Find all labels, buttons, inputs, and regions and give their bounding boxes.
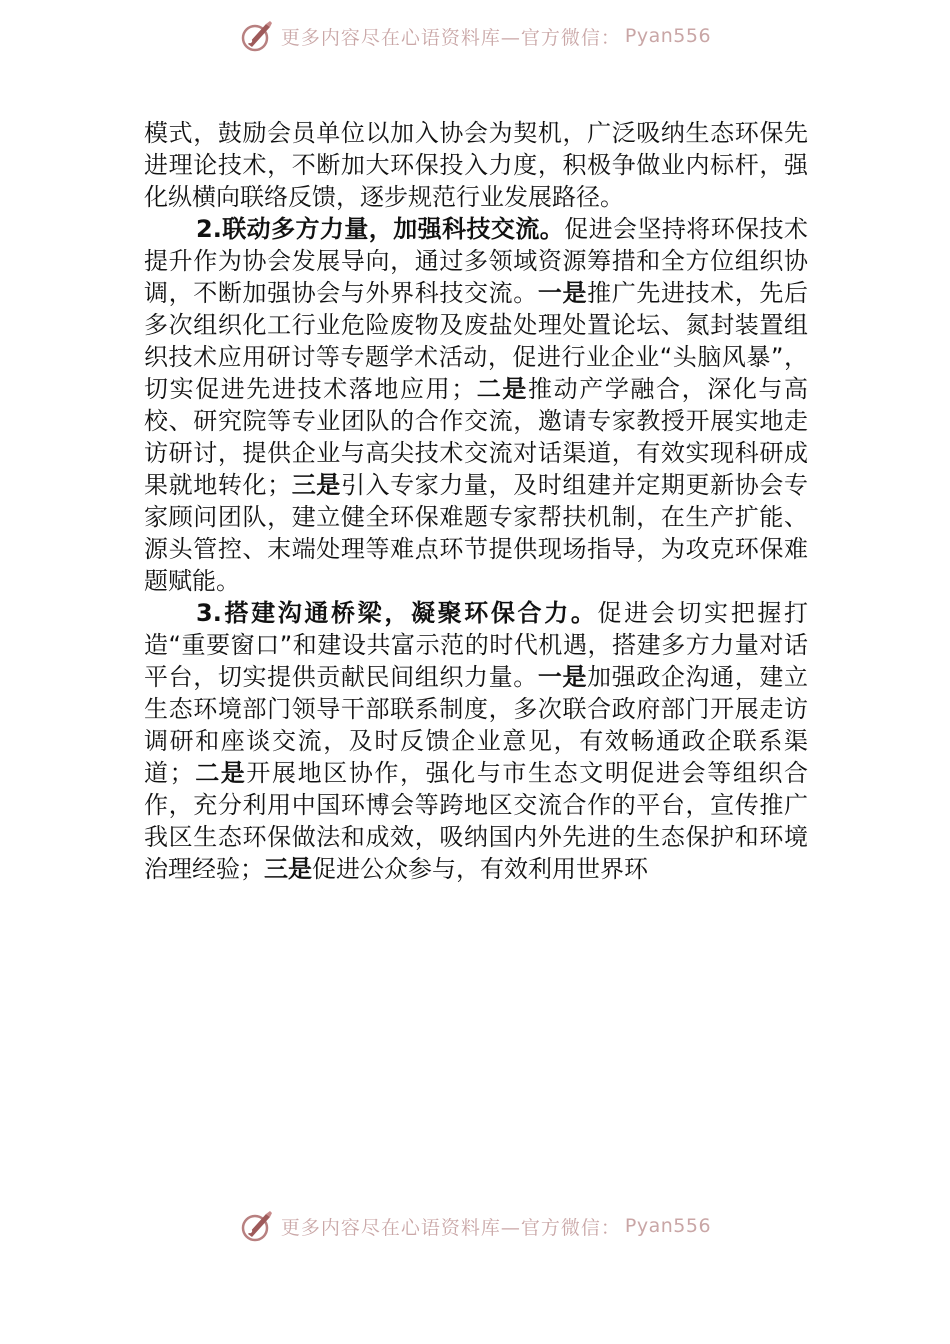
text-run: 加强政企沟通，建立生态环境部门领导干部联系制度，多次联合政府部门开展走访调研和座谈交流，及时反馈企业意见，有效畅通政企联系渠道；	[144, 663, 809, 787]
text-run: 引入专家力量，及时组建并定期更新协会专家顾问团队，建立健全环保难题专家帮扶机制，在生产扩能、源头管控、末端处理等难点环节提供现场指导，为攻克环保难题赋能。	[144, 471, 809, 595]
bold-run: 二是	[193, 759, 247, 787]
pen-logo-icon	[239, 18, 275, 54]
watermark-handle: Pyan556	[624, 1215, 712, 1237]
bold-run: 三是	[264, 855, 312, 883]
paragraph-intro-continuation	[144, 117, 808, 213]
footer-watermark	[0, 1206, 950, 1246]
header-watermark	[0, 16, 950, 56]
watermark-text: 更多内容尽在心语资料库—官方微信：	[280, 26, 621, 49]
bold-run: 一是	[537, 279, 588, 307]
text-run: 促进会坚持将环保技术提升作为协会发展导向，通过多领域资源筹措和全方位组织协调，不断加强协会与外界科技交流。	[144, 215, 809, 307]
paragraph-section-2	[144, 213, 808, 597]
text-run: 促进会切实把握打造“重要窗口”和建设共富示范的时代机遇，搭建多方力量对话平台，切实提供贡献民间组织力量。	[144, 599, 808, 691]
paragraph-section-3	[144, 597, 808, 885]
text-run: 推广先进技术，先后多次组织化工行业危险废物及废盐处理处置论坛、氮封装置组织技术应用研讨等专题学术活动，促进行业企业“头脑风暴”，切实促进先进技术落地应用；	[144, 279, 809, 403]
text-run: 模式，鼓励会员单位以加入协会为契机，广泛吸纳生态环保先进理论技术，不断加大环保投入力度，积极争做业内标杆，强化纵横向联络反馈，逐步规范行业发展路径。	[144, 119, 808, 211]
bold-run: 一是	[537, 663, 588, 691]
bold-run: 二是	[475, 375, 529, 403]
text-run: 开展地区协作，强化与市生态文明促进会等组织合作，充分利用中国环博会等跨地区交流合作的平台，宣传推广我区生态环保做法和成效，吸纳国内外先进的生态保护和环境治理经验；	[144, 759, 809, 883]
text-run: 推动产学融合，深化与高校、研究院等专业团队的合作交流，邀请专家教授开展实地走访研讨，提供企业与高尖技术交流对话渠道，有效实现科研成果就地转化；	[144, 375, 809, 499]
bold-run: 2.联动多方力量，加强科技交流。	[196, 215, 565, 243]
watermark-handle: Pyan556	[624, 25, 712, 47]
bold-run: 三是	[291, 471, 341, 499]
watermark-text: 更多内容尽在心语资料库—官方微信：	[280, 1216, 621, 1239]
bold-run: 3.搭建沟通桥梁，凝聚环保合力。	[196, 599, 598, 627]
document-body	[144, 117, 808, 885]
pen-logo-icon	[239, 1208, 275, 1244]
text-run: 促进公众参与，有效利用世界环	[312, 855, 648, 883]
